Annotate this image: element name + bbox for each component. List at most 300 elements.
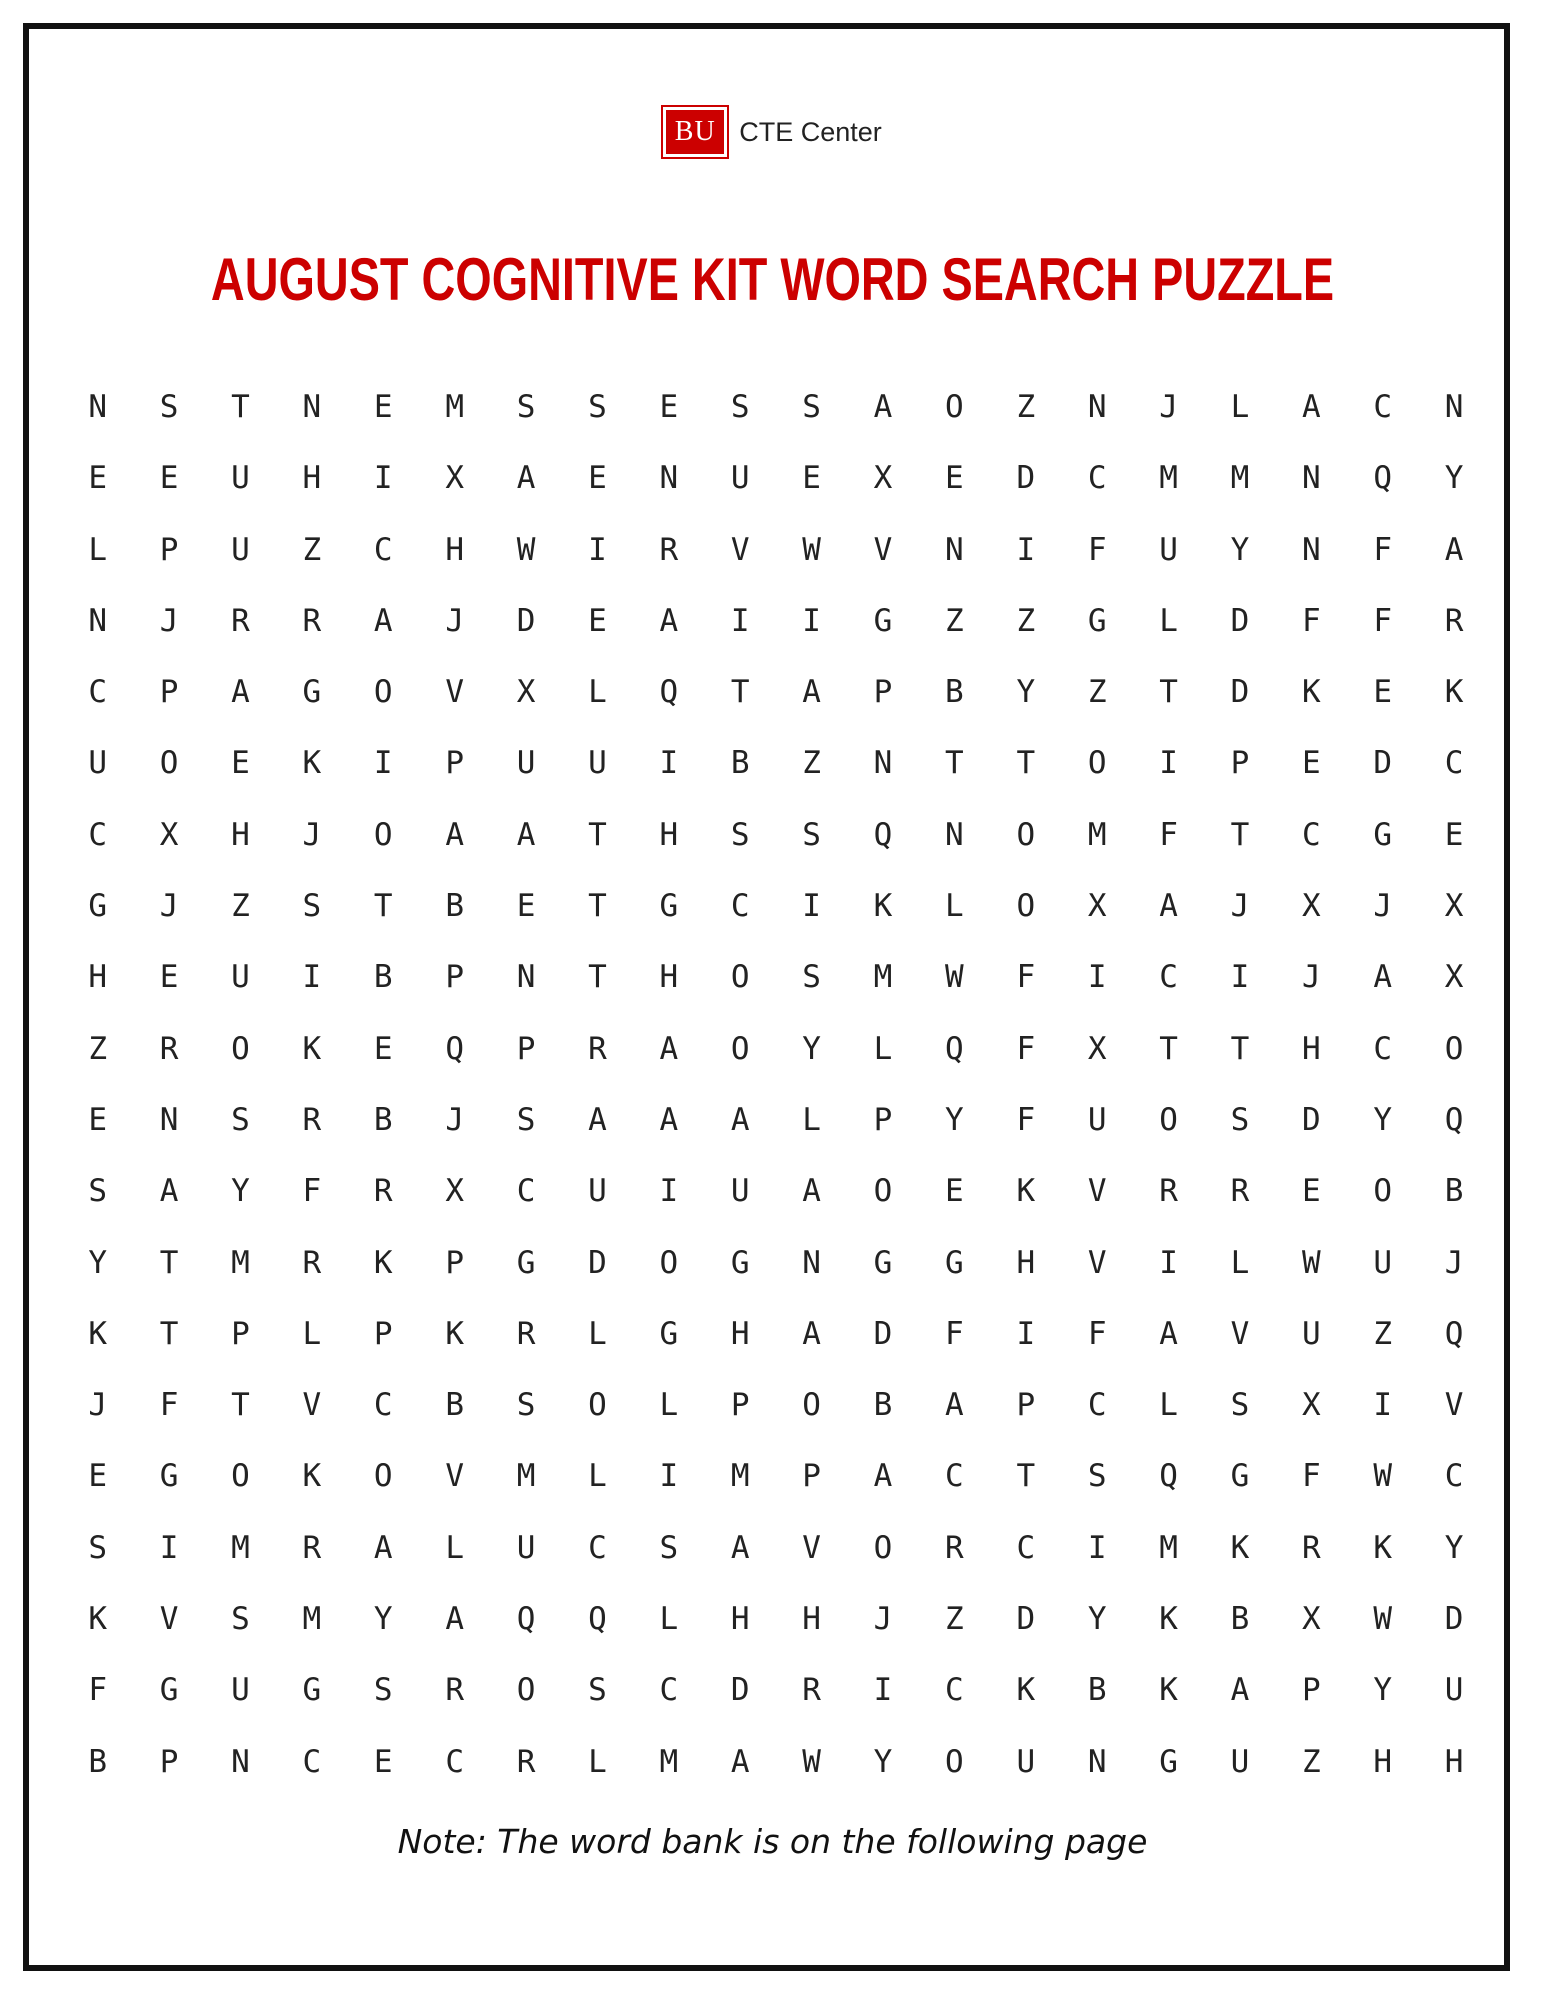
grid-letter: F [1373, 531, 1393, 568]
grid-letter: A [802, 674, 821, 711]
grid-letter: I [373, 460, 393, 497]
grid-letter: A [159, 1173, 179, 1210]
grid-letter: A [588, 1101, 607, 1138]
grid-letter: J [1444, 1244, 1464, 1281]
grid-letter: A [445, 1601, 464, 1638]
grid-letter: U [1230, 1743, 1250, 1780]
grid-letter: M [730, 1458, 750, 1495]
grid-letter: L [588, 1315, 607, 1352]
grid-letter: H [1444, 1743, 1464, 1780]
grid-letter: C [302, 1743, 322, 1780]
grid-letter: E [516, 888, 536, 925]
grid-letter: Q [516, 1601, 536, 1638]
grid-letter: S [516, 389, 536, 425]
grid-letter: Y [1230, 531, 1250, 568]
grid-letter: R [373, 1173, 393, 1210]
grid-letter: I [588, 531, 607, 568]
grid-letter: F [302, 1173, 322, 1210]
grid-letter: N [945, 816, 964, 853]
grid-letter: K [88, 1315, 108, 1352]
grid-letter: A [373, 602, 393, 639]
grid-letter: G [1230, 1458, 1250, 1495]
grid-letter: C [88, 816, 108, 853]
grid-letter: L [445, 1529, 464, 1566]
grid-letter: H [1016, 1244, 1036, 1281]
grid-letter: O [373, 674, 393, 711]
grid-letter: C [1087, 460, 1107, 497]
grid-letter: A [1302, 389, 1321, 425]
grid-letter: U [516, 745, 536, 782]
grid-letter: S [730, 816, 750, 853]
grid-letter: F [1302, 1458, 1321, 1495]
grid-letter: L [1230, 1244, 1250, 1281]
grid-letter: J [159, 888, 179, 925]
grid-letter: N [516, 959, 536, 996]
grid-letter: V [445, 1458, 464, 1495]
grid-letter: B [373, 959, 393, 996]
grid-letter: Y [231, 1173, 250, 1210]
grid-letter: E [1373, 674, 1393, 711]
grid-letter: P [373, 1315, 393, 1352]
grid-letter: P [873, 1101, 893, 1138]
grid-letter: L [1159, 602, 1178, 639]
grid-letter: L [659, 1601, 679, 1638]
grid-letter: C [88, 674, 108, 711]
grid-letter: Y [1444, 460, 1464, 497]
grid-letter: S [1087, 1458, 1107, 1495]
grid-letter: V [1444, 1387, 1464, 1424]
grid-letter: C [1159, 959, 1178, 996]
grid-letter: R [231, 602, 250, 639]
grid-letter: E [159, 959, 179, 996]
grid-letter: P [159, 1743, 179, 1780]
grid-letter: L [588, 1458, 607, 1495]
grid-letter: X [1302, 1601, 1321, 1638]
grid-letter: H [802, 1601, 821, 1638]
grid-letter: Z [802, 745, 821, 782]
grid-letter: O [945, 389, 964, 425]
grid-letter: I [1159, 745, 1178, 782]
grid-letter: Q [588, 1601, 607, 1638]
grid-letter: J [1373, 888, 1393, 925]
grid-letter: C [659, 1672, 679, 1709]
grid-letter: O [873, 1529, 893, 1566]
grid-letter: C [1373, 1030, 1393, 1067]
grid-letter: O [873, 1173, 893, 1210]
grid-letter: Q [445, 1030, 464, 1067]
grid-letter: N [231, 1743, 250, 1780]
grid-letter: U [1087, 1101, 1107, 1138]
grid-letter: U [1302, 1315, 1321, 1352]
grid-letter: S [516, 1387, 536, 1424]
grid-letter: F [945, 1315, 964, 1352]
grid-letter: V [802, 1529, 821, 1566]
grid-letter: G [302, 674, 322, 711]
grid-letter: A [659, 602, 679, 639]
grid-letter: U [231, 1672, 250, 1709]
grid-letter: S [159, 389, 179, 425]
grid-letter: J [445, 602, 464, 639]
grid-letter: R [659, 531, 679, 568]
grid-letter: U [1016, 1743, 1036, 1780]
grid-letter: M [873, 959, 893, 996]
grid-letter: Y [1373, 1672, 1393, 1709]
grid-letter: T [1016, 1458, 1036, 1495]
grid-letter: B [445, 1387, 464, 1424]
grid-letter: O [516, 1672, 536, 1709]
grid-letter: T [588, 888, 607, 925]
grid-letter: H [659, 959, 679, 996]
grid-letter: A [516, 460, 536, 497]
page-title: AUGUST COGNITIVE KIT WORD SEARCH PUZZLE [210, 246, 1335, 313]
grid-letter: P [802, 1458, 821, 1495]
grid-letter: W [1302, 1244, 1321, 1281]
grid-letter: K [873, 888, 893, 925]
grid-letter: O [659, 1244, 679, 1281]
grid-letter: R [302, 602, 322, 639]
grid-letter: O [1087, 745, 1107, 782]
grid-letter: R [516, 1743, 536, 1780]
grid-letter: K [445, 1315, 464, 1352]
grid-letter: I [659, 1458, 679, 1495]
grid-letter: Y [373, 1601, 393, 1638]
grid-letter: I [373, 745, 393, 782]
grid-letter: A [373, 1529, 393, 1566]
grid-letter: B [1087, 1672, 1107, 1709]
grid-letter: A [945, 1387, 964, 1424]
grid-letter: C [1444, 745, 1464, 782]
grid-letter: G [730, 1244, 750, 1281]
grid-letter: G [159, 1458, 179, 1495]
grid-letter: H [302, 460, 322, 497]
grid-letter: B [945, 674, 964, 711]
grid-letter: C [373, 1387, 393, 1424]
grid-letter: X [159, 816, 179, 853]
grid-letter: H [1373, 1743, 1393, 1780]
grid-letter: X [1444, 888, 1464, 925]
grid-letter: I [1087, 1529, 1107, 1566]
grid-letter: U [588, 745, 607, 782]
grid-letter: O [373, 816, 393, 853]
grid-letter: C [1373, 389, 1393, 425]
grid-letter: F [1016, 959, 1036, 996]
grid-letter: Y [945, 1101, 964, 1138]
grid-letter: L [302, 1315, 322, 1352]
grid-letter: I [1230, 959, 1250, 996]
grid-letter: O [1373, 1173, 1393, 1210]
grid-letter: A [730, 1101, 750, 1138]
grid-letter: D [1230, 602, 1250, 639]
grid-letter: H [445, 531, 464, 568]
grid-letter: V [159, 1601, 179, 1638]
grid-letter: P [1016, 1387, 1036, 1424]
grid-letter: E [802, 460, 821, 497]
grid-letter: I [802, 602, 821, 639]
grid-letter: P [730, 1387, 750, 1424]
grid-letter: A [1159, 888, 1178, 925]
grid-letter: X [516, 674, 536, 711]
grid-letter: I [302, 959, 322, 996]
grid-letter: E [88, 1458, 108, 1495]
grid-letter: F [1016, 1101, 1036, 1138]
grid-letter: N [88, 389, 108, 425]
cte-center-logo [0, 107, 1545, 157]
grid-letter: M [1230, 460, 1250, 497]
grid-letter: V [873, 531, 893, 568]
grid-letter: X [873, 460, 893, 497]
grid-letter: R [588, 1030, 607, 1067]
grid-letter: M [1159, 460, 1178, 497]
grid-letter: K [1444, 674, 1464, 711]
grid-letter: G [1159, 1743, 1178, 1780]
grid-letter: N [945, 531, 964, 568]
grid-letter: E [588, 602, 607, 639]
grid-letter: S [802, 389, 821, 425]
grid-letter: S [302, 888, 322, 925]
grid-letter: Q [1159, 1458, 1178, 1495]
grid-letter: Y [802, 1030, 821, 1067]
grid-letter: O [802, 1387, 821, 1424]
grid-letter: N [659, 460, 679, 497]
grid-letter: O [1016, 816, 1036, 853]
grid-letter: C [588, 1529, 607, 1566]
grid-letter: J [88, 1387, 108, 1424]
grid-letter: A [730, 1743, 750, 1780]
grid-letter: A [659, 1101, 679, 1138]
grid-letter: K [302, 1030, 322, 1067]
grid-letter: D [588, 1244, 607, 1281]
grid-letter: S [231, 1101, 250, 1138]
grid-letter: Y [1373, 1101, 1393, 1138]
grid-letter: N [1302, 460, 1321, 497]
grid-letter: B [88, 1743, 108, 1780]
grid-letter: G [873, 1244, 893, 1281]
grid-letter: I [159, 1529, 179, 1566]
grid-letter: D [1016, 1601, 1036, 1638]
grid-letter: M [516, 1458, 536, 1495]
grid-letter: U [588, 1173, 607, 1210]
grid-letter: X [1087, 1030, 1107, 1067]
grid-letter: G [516, 1244, 536, 1281]
grid-letter: W [1373, 1458, 1393, 1495]
grid-letter: A [873, 389, 893, 425]
grid-letter: B [873, 1387, 893, 1424]
grid-letter: J [159, 602, 179, 639]
grid-letter: G [873, 602, 893, 639]
grid-letter: N [159, 1101, 179, 1138]
grid-letter: O [1016, 888, 1036, 925]
grid-letter: E [1302, 1173, 1321, 1210]
grid-letter: Z [1016, 602, 1036, 639]
grid-letter: T [588, 959, 607, 996]
grid-letter: U [231, 959, 250, 996]
grid-letter: K [302, 1458, 322, 1495]
grid-letter: H [88, 959, 108, 996]
grid-letter: U [1373, 1244, 1393, 1281]
grid-letter: E [373, 1030, 393, 1067]
grid-letter: B [373, 1101, 393, 1138]
grid-letter: T [945, 745, 964, 782]
grid-letter: G [88, 888, 108, 925]
grid-letter: R [445, 1672, 464, 1709]
grid-letter: F [1016, 1030, 1036, 1067]
grid-letter: B [445, 888, 464, 925]
grid-letter: V [730, 531, 750, 568]
grid-letter: O [373, 1458, 393, 1495]
grid-letter: T [231, 1387, 250, 1424]
grid-letter: P [873, 674, 893, 711]
grid-letter: Z [1016, 389, 1036, 425]
grid-letter: M [1159, 1529, 1178, 1566]
grid-letter: Z [88, 1030, 108, 1067]
grid-letter: A [730, 1529, 750, 1566]
grid-letter: J [1302, 959, 1321, 996]
grid-letter: A [231, 674, 250, 711]
grid-letter: R [159, 1030, 179, 1067]
grid-letter: P [445, 1244, 464, 1281]
grid-letter: N [1444, 389, 1464, 425]
grid-letter: T [1230, 1030, 1250, 1067]
grid-letter: J [1230, 888, 1250, 925]
grid-letter: J [873, 1601, 893, 1638]
grid-letter: P [159, 531, 179, 568]
grid-letter: A [1373, 959, 1393, 996]
grid-letter: R [516, 1315, 536, 1352]
grid-letter: K [88, 1601, 108, 1638]
grid-letter: O [945, 1743, 964, 1780]
grid-letter: I [659, 745, 679, 782]
grid-letter: N [802, 1244, 821, 1281]
grid-letter: F [1087, 1315, 1107, 1352]
grid-letter: I [1016, 1315, 1036, 1352]
grid-letter: K [1230, 1529, 1250, 1566]
grid-letter: T [1016, 745, 1036, 782]
grid-letter: E [231, 745, 250, 782]
grid-letter: C [730, 888, 750, 925]
grid-letter: H [730, 1315, 750, 1352]
grid-letter: D [1373, 745, 1393, 782]
grid-letter: E [88, 1101, 108, 1138]
grid-letter: G [302, 1672, 322, 1709]
grid-letter: F [1087, 531, 1107, 568]
grid-letter: B [1230, 1601, 1250, 1638]
grid-letter: P [516, 1030, 536, 1067]
grid-letter: L [588, 1743, 607, 1780]
grid-letter: I [1016, 531, 1036, 568]
grid-letter: I [873, 1672, 893, 1709]
grid-letter: W [802, 1743, 821, 1780]
grid-letter: C [373, 531, 393, 568]
grid-letter: A [1159, 1315, 1178, 1352]
grid-letter: E [373, 1743, 393, 1780]
grid-letter: D [1444, 1601, 1464, 1638]
grid-letter: Q [1444, 1315, 1464, 1352]
grid-letter: B [730, 745, 750, 782]
grid-letter: Q [1373, 460, 1393, 497]
grid-letter: Z [1087, 674, 1107, 711]
grid-letter: S [516, 1101, 536, 1138]
grid-letter: D [1302, 1101, 1321, 1138]
grid-letter: V [445, 674, 464, 711]
grid-letter: J [1159, 389, 1178, 425]
grid-letter: X [1444, 959, 1464, 996]
grid-letter: U [516, 1529, 536, 1566]
grid-letter: C [1444, 1458, 1464, 1495]
grid-letter: M [302, 1601, 322, 1638]
grid-letter: F [1302, 602, 1321, 639]
bu-logo-mark: BU [663, 107, 727, 157]
grid-letter: L [802, 1101, 821, 1138]
grid-letter: I [1159, 1244, 1178, 1281]
grid-letter: R [802, 1672, 821, 1709]
grid-letter: T [1159, 674, 1178, 711]
grid-letter: U [730, 1173, 750, 1210]
grid-letter: F [1159, 816, 1178, 853]
grid-letter: B [1444, 1173, 1464, 1210]
grid-letter: C [945, 1672, 964, 1709]
grid-letter: C [1016, 1529, 1036, 1566]
grid-letter: N [1087, 389, 1107, 425]
grid-letter: E [659, 389, 679, 425]
grid-letter: X [445, 1173, 464, 1210]
grid-letter: E [373, 389, 393, 425]
grid-letter: L [945, 888, 964, 925]
grid-letter: L [873, 1030, 893, 1067]
grid-letter: V [1087, 1173, 1107, 1210]
grid-letter: E [945, 1173, 964, 1210]
grid-letter: R [302, 1529, 322, 1566]
grid-letter: F [88, 1672, 108, 1709]
grid-letter: S [1230, 1101, 1250, 1138]
grid-letter: L [659, 1387, 679, 1424]
grid-letter: K [1373, 1529, 1393, 1566]
grid-letter: N [302, 389, 322, 425]
grid-letter: J [445, 1101, 464, 1138]
grid-letter: U [1159, 531, 1178, 568]
grid-letter: A [445, 816, 464, 853]
grid-letter: U [730, 460, 750, 497]
grid-letter: T [159, 1244, 179, 1281]
grid-letter: H [231, 816, 250, 853]
grid-letter: E [1302, 745, 1321, 782]
grid-letter: I [802, 888, 821, 925]
grid-letter: C [1087, 1387, 1107, 1424]
grid-letter: E [1444, 816, 1464, 853]
grid-letter: Q [659, 674, 679, 711]
grid-letter: E [159, 460, 179, 497]
grid-letter: O [588, 1387, 607, 1424]
grid-letter: D [516, 602, 536, 639]
grid-letter: O [231, 1030, 250, 1067]
grid-letter: A [802, 1173, 821, 1210]
grid-letter: F [1373, 602, 1393, 639]
grid-letter: T [159, 1315, 179, 1352]
grid-letter: Y [88, 1244, 108, 1281]
grid-letter: K [1016, 1672, 1036, 1709]
grid-letter: S [802, 816, 821, 853]
grid-letter: P [159, 674, 179, 711]
grid-letter: C [1302, 816, 1321, 853]
grid-letter: K [1302, 674, 1321, 711]
grid-letter: T [588, 816, 607, 853]
grid-letter: S [373, 1672, 393, 1709]
grid-letter: O [1444, 1030, 1464, 1067]
grid-letter: G [659, 1315, 679, 1352]
grid-letter: Z [302, 531, 322, 568]
grid-letter: E [588, 460, 607, 497]
grid-letter: I [730, 602, 750, 639]
grid-letter: M [659, 1743, 679, 1780]
